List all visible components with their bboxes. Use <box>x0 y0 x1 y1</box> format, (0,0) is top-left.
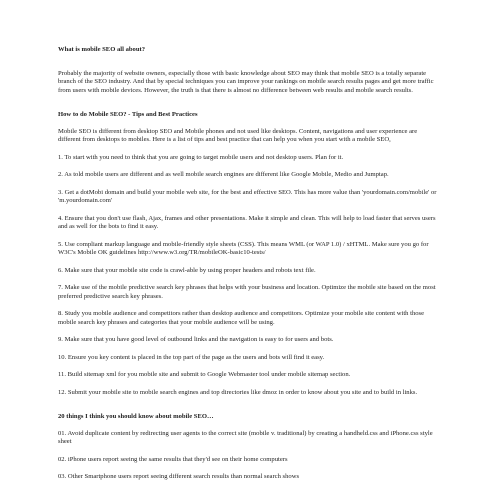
list-item: 03. Other Smartphone users report seeing different search results than normal search shows <box>58 473 300 480</box>
article <box>58 46 440 491</box>
article-title: What is mobile SEO all about? <box>58 46 146 53</box>
list-item: 11. Build sitemap xml for you mobile site and submit to Google Webmaster tool under mobile sitemap section. <box>58 371 351 378</box>
list-item: 7. Make use of the mobile predictive search key phrases that helps with your business and location. Optimize the mobile site based on the most preferred predictive search key phrases. <box>58 284 436 300</box>
section-heading-tips: How to do Mobile SEO? - Tips and Best Practices <box>58 111 198 118</box>
article-intro: Probably the majority of website owners, especially those with basic knowledge about SEO may think that mobile SEO is a totally separate branch of the SEO industry. And that by special techniques you can improve your rankings on mobile search results pages and get more traffic from users with mobile devices. However, the truth is that there is almost no difference between web results and mobile search results. <box>58 69 434 94</box>
section-heading-twenty-things: 20 things I think you should know about mobile SEO… <box>58 413 214 420</box>
list-item: 02. iPhone users report seeing the same results that they'd see on their home computers <box>58 455 288 463</box>
list-item: 6. Make sure that your mobile site code is crawl-able by using proper headers and robots text file. <box>58 266 316 274</box>
list-item: 5. Use compliant markup language and mobile-friendly style sheets (CSS). This means WML (or WAP 1.0) / xHTML. Make sure you go for W3C's Mobile OK guidelines http://www.w3.org/TR/mobileOK-basic10-tests/ <box>58 240 429 256</box>
list-item: 12. Submit your mobile site to mobile search engines and top directories like dmoz in order to know about you site and to build in links. <box>58 388 418 396</box>
list-item: 9. Make sure that you have good level of outbound links and the navigation is easy to for users and bots. <box>58 336 334 343</box>
list-item: 1. To start with you need to think that you are going to target mobile users and not desktop users. Plan for it. <box>58 153 344 161</box>
tips-list <box>58 154 440 398</box>
list-item: 4. Ensure that you don't use flash, Ajax, frames and other presentations. Make it simple and clean. This will help to load faster that serves users and as well for the bots to find it easy. <box>58 214 436 230</box>
list-item: 10. Ensure you key content is placed in the top part of the page as the users and bots will find it easy. <box>58 353 325 361</box>
list-item: 2. As told mobile users are different and as well mobile search engines are different like Google Mobile, Medio and Jumptap. <box>58 171 389 178</box>
list-item: 3. Get a dotMobi domain and build your mobile web site, for the best and effective SEO. This has more value than 'yourdomain.com/mobile' or 'm.yourdomain.com' <box>58 188 437 204</box>
list-item: 01. Avoid duplicate content by redirecting user agents to the correct site (mobile v. traditional) by creating a handheld.css and iPhone.css style sheet <box>58 429 433 445</box>
section-intro-tips: Mobile SEO is different from desktop SEO and Mobile phones and not used like desktops. Content, navigations and user experience are different from desktops to mobiles. Here is a list of tips and best practice that can help you when you start with a mobile SEO, <box>58 127 418 143</box>
list-item: 8. Study you mobile audience and competitors rather than desktop audience and competitors. Optimize your mobile site content with those mobile search key phrases and categories that your mobile audience will be using. <box>58 310 425 326</box>
twenty-things-list <box>58 430 440 482</box>
